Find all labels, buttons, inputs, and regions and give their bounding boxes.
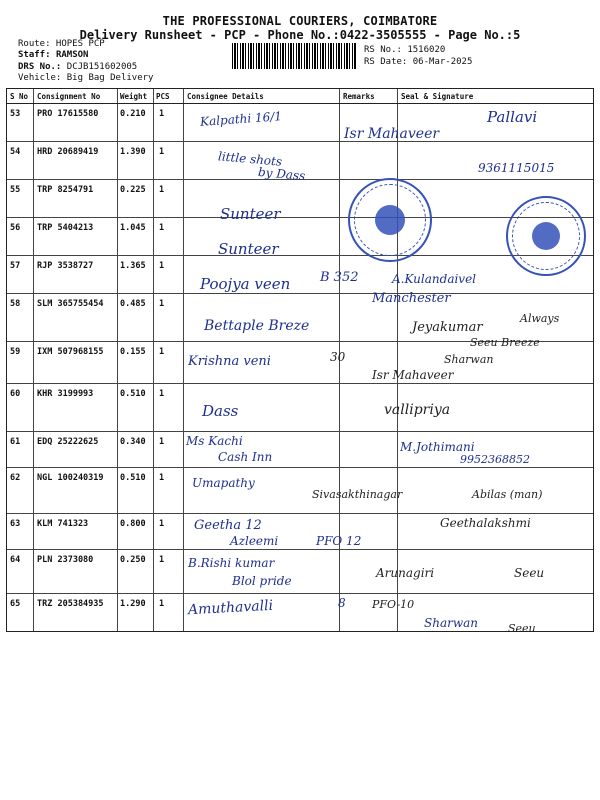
staff-value: RAMSON — [55, 50, 89, 60]
col-remarks: Remarks — [343, 92, 375, 101]
cell-weight: 0.210 — [120, 109, 146, 119]
handwriting-signature: Sharwan — [444, 353, 494, 366]
cell-consignment: TRP 8254791 — [37, 185, 94, 195]
cell-weight: 0.225 — [120, 185, 146, 195]
cell-pcs: 1 — [159, 599, 165, 609]
cell-sno: 55 — [10, 185, 21, 195]
handwriting-signature: Seeu — [508, 622, 536, 635]
cell-sno: 57 — [10, 261, 21, 271]
table-row — [7, 593, 593, 632]
cell-consignment: TRZ 205384935 — [37, 599, 104, 609]
cell-weight: 0.800 — [120, 519, 146, 529]
handwriting-signature: Jeyakumar — [412, 320, 483, 335]
runsheet-subtitle: Delivery Runsheet - PCP - Phone No.:0422-3505555 - Page No.:5 — [79, 28, 521, 42]
cell-pcs: 1 — [159, 299, 165, 309]
handwriting-consignee: Kalpathi 16/1 — [199, 109, 283, 129]
col-sno: S No — [10, 92, 29, 101]
handwriting-signature: Sharwan — [424, 616, 478, 630]
cell-weight: 1.290 — [120, 599, 146, 609]
vehicle-line: Vehicle: Big Bag Delivery — [18, 73, 154, 83]
table-row — [7, 549, 593, 594]
handwriting-phone: 9952368852 — [460, 453, 530, 466]
company-title: THE PROFESSIONAL COURIERS, COIMBATORE — [162, 14, 438, 28]
cell-weight: 0.340 — [120, 437, 146, 447]
company-stamp — [348, 178, 432, 262]
handwriting-signature: Arunagiri — [376, 566, 435, 580]
cell-consignment: EDQ 25222625 — [37, 437, 99, 447]
handwriting-consignee: Bettaple Breze — [204, 318, 310, 334]
cell-sno: 60 — [10, 389, 21, 399]
cell-consignment: KHR 3199993 — [37, 389, 94, 399]
cell-sno: 56 — [10, 223, 21, 233]
cell-weight: 0.155 — [120, 347, 146, 357]
handwriting-signature: Isr Mahaveer — [372, 368, 454, 382]
staff-line — [18, 50, 88, 61]
table-header — [7, 89, 593, 104]
drs-line — [18, 62, 137, 73]
handwriting-remark: PFO-10 — [372, 598, 415, 611]
handwriting-signature: Manchester — [372, 291, 451, 306]
rs-number: RS No.: 1516020 — [364, 45, 446, 55]
handwriting-signature: Sivasakthinagar — [312, 488, 403, 501]
handwriting-remark: PFO 12 — [316, 534, 362, 548]
cell-consignment: PRO 17615580 — [37, 109, 99, 119]
cell-weight: 1.045 — [120, 223, 146, 233]
handwriting-phone: 9361115015 — [478, 161, 555, 175]
cell-weight: 0.250 — [120, 555, 146, 565]
handwriting-consignee: Krishna veni — [188, 354, 271, 369]
cell-pcs: 1 — [159, 555, 165, 565]
cell-sno: 65 — [10, 599, 21, 609]
handwriting-consignee: Sunteer — [220, 205, 281, 223]
handwriting-consignee: Dass — [202, 402, 239, 420]
cell-sno: 54 — [10, 147, 21, 157]
handwriting-consignee: Azleemi — [230, 534, 279, 548]
handwriting-consignee: Ms Kachi — [186, 434, 243, 448]
handwriting-remark: B 352 — [320, 270, 359, 285]
cell-pcs: 1 — [159, 519, 165, 529]
cell-sno: 59 — [10, 347, 21, 357]
route-line: Route: HOPES PCP — [18, 39, 105, 49]
handwriting-consignee: Amuthavalli — [187, 597, 274, 619]
handwriting-consignee: Poojya veen — [200, 275, 291, 293]
cell-consignment: HRD 20689419 — [37, 147, 99, 157]
rs-date: RS Date: 06-Mar-2025 — [364, 57, 473, 67]
staff-label: Staff: — [18, 50, 51, 60]
cell-pcs: 1 — [159, 185, 165, 195]
cell-sno: 53 — [10, 109, 21, 119]
handwriting-signature: Seeu Breeze — [470, 336, 540, 349]
handwriting-signature: Isr Mahaveer — [344, 126, 440, 142]
handwriting-remark: 8 — [338, 596, 346, 610]
cell-weight: 0.510 — [120, 389, 146, 399]
cell-consignment: TRP 5404213 — [37, 223, 94, 233]
cell-pcs: 1 — [159, 109, 165, 119]
cell-pcs: 1 — [159, 147, 165, 157]
handwriting-consignee: Geetha 12 — [194, 518, 262, 533]
handwriting-signature: M.Jothimani — [400, 440, 475, 454]
cell-sno: 58 — [10, 299, 21, 309]
handwriting-consignee: by Dass — [257, 164, 306, 184]
cell-pcs: 1 — [159, 223, 165, 233]
cell-pcs: 1 — [159, 473, 165, 483]
cell-consignment: IXM 507968155 — [37, 347, 104, 357]
cell-pcs: 1 — [159, 261, 165, 271]
cell-sno: 63 — [10, 519, 21, 529]
cell-sno: 62 — [10, 473, 21, 483]
handwriting-consignee: Blol pride — [232, 574, 292, 588]
company-stamp — [506, 196, 586, 276]
col-pcs: PCS — [156, 92, 170, 101]
cell-consignment: KLM 741323 — [37, 519, 89, 529]
cell-weight: 0.485 — [120, 299, 146, 309]
cell-consignment: SLM 365755454 — [37, 299, 104, 309]
handwriting-signature: Geethalakshmi — [440, 516, 531, 530]
barcode — [232, 43, 356, 69]
cell-consignment: RJP 3538727 — [37, 261, 94, 271]
handwriting-consignee: Umapathy — [192, 476, 255, 490]
col-weight: Weight — [120, 92, 148, 101]
col-consignee: Consignee Details — [187, 92, 264, 101]
handwriting-signature: A.Kulandaivel — [392, 272, 477, 286]
cell-consignment: PLN 2373080 — [37, 555, 94, 565]
cell-pcs: 1 — [159, 347, 165, 357]
cell-sno: 64 — [10, 555, 21, 565]
cell-weight: 0.510 — [120, 473, 146, 483]
handwriting-signature: Seeu — [514, 566, 545, 580]
handwriting-signature: Always — [520, 312, 560, 325]
cell-pcs: 1 — [159, 437, 165, 447]
table-row — [7, 255, 593, 294]
handwriting-consignee: B.Rishi kumar — [188, 556, 275, 570]
drs-label: DRS No.: — [18, 62, 62, 72]
cell-consignment: NGL 100240319 — [37, 473, 104, 483]
handwriting-remark: 30 — [330, 350, 346, 364]
cell-pcs: 1 — [159, 389, 165, 399]
col-seal: Seal & Signature — [401, 92, 474, 101]
handwriting-signature: Abilas (man) — [472, 488, 543, 501]
drs-value: DCJB151602005 — [66, 62, 138, 72]
cell-weight: 1.365 — [120, 261, 146, 271]
col-consignment: Consignment No — [37, 92, 101, 101]
handwriting-signature: Pallavi — [487, 108, 538, 126]
table-row — [7, 179, 593, 218]
handwriting-consignee: Sunteer — [218, 240, 279, 258]
handwriting-signature: vallipriya — [384, 402, 451, 418]
table-row — [7, 383, 593, 432]
cell-weight: 1.390 — [120, 147, 146, 157]
handwriting-consignee: little shots — [217, 149, 283, 169]
handwriting-consignee: Cash Inn — [218, 450, 273, 464]
cell-sno: 61 — [10, 437, 21, 447]
